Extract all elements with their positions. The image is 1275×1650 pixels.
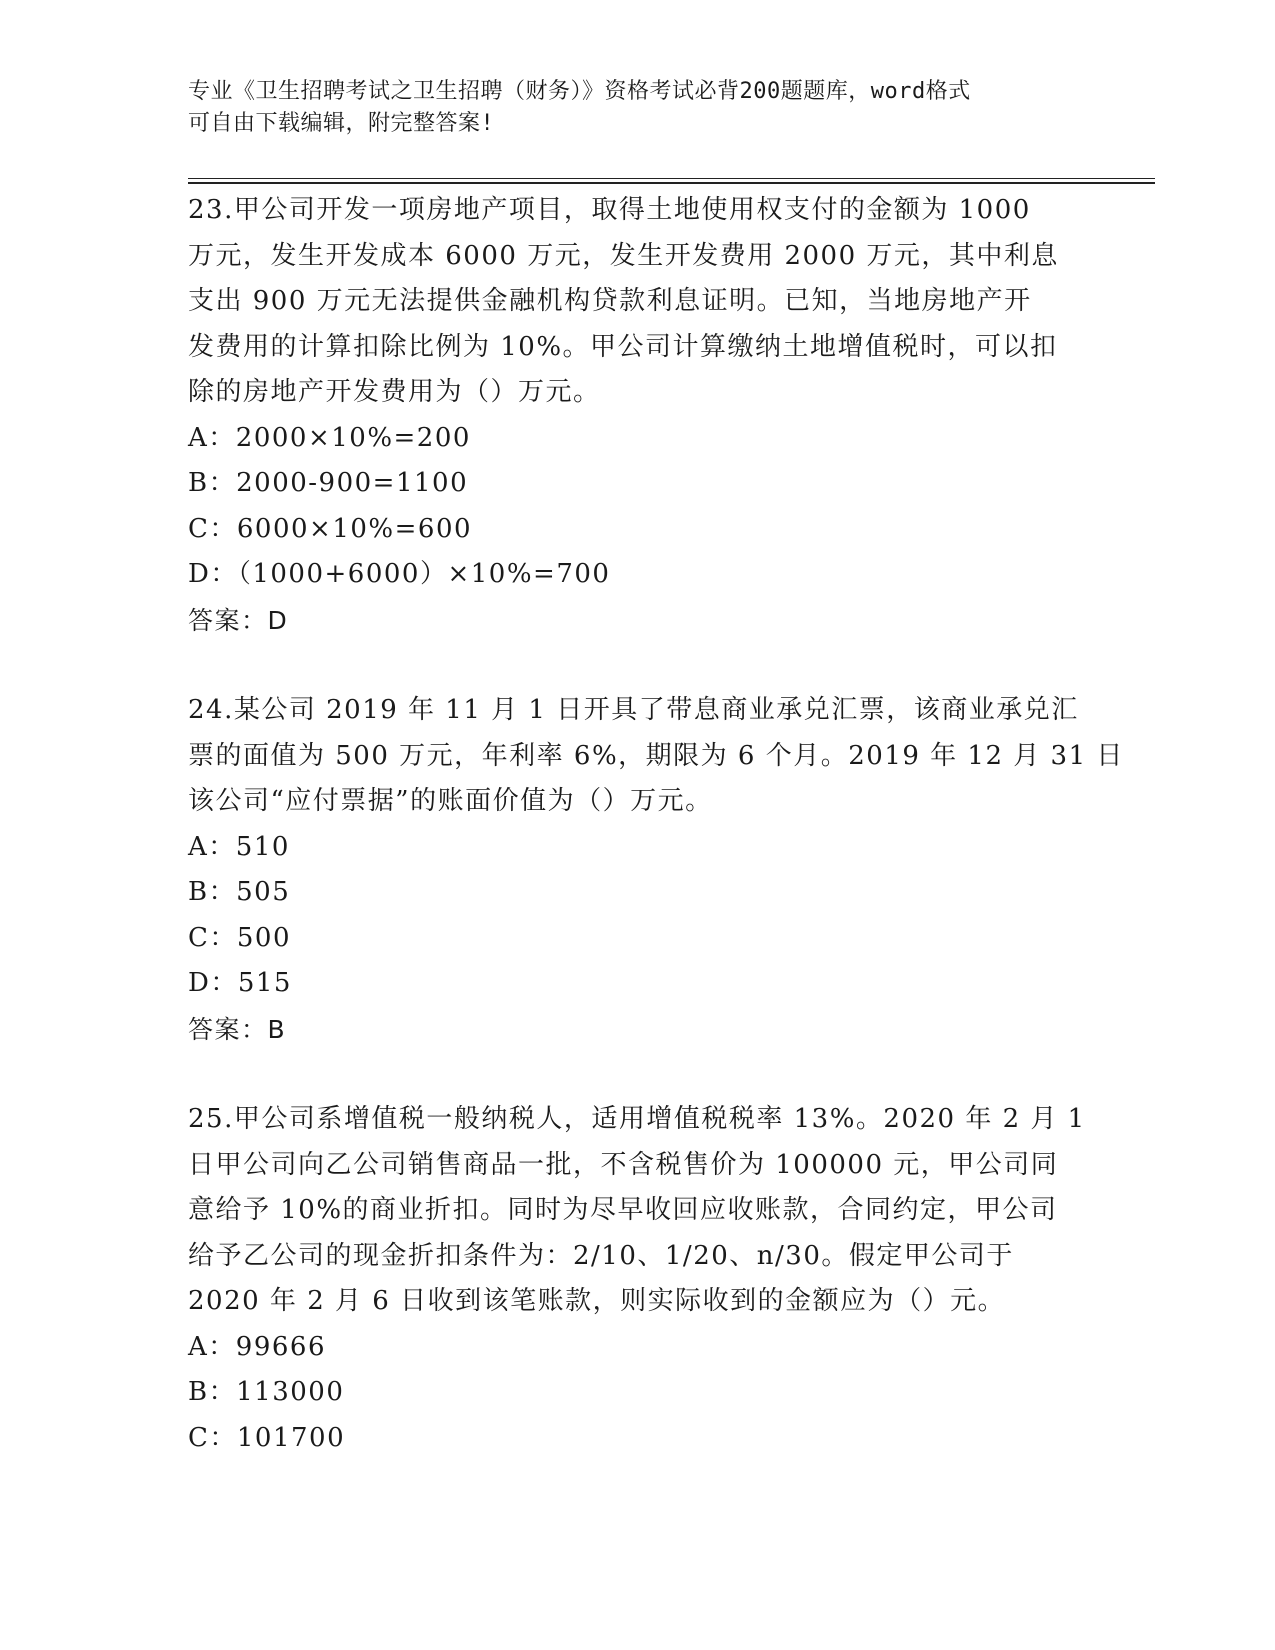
document-header	[188, 76, 1068, 140]
question-text-line: 支出 900 万元无法提供金融机构贷款利息证明。已知，当地房地产开	[188, 286, 1032, 316]
question-list	[188, 188, 1124, 1461]
option-a: A：510	[188, 831, 290, 862]
header-line-1: 专业《卫生招聘考试之卫生招聘（财务）》资格考试必背200题题库，word格式	[188, 79, 971, 104]
option-c: C：101700	[188, 1422, 346, 1453]
option-a: A：2000×10%=200	[188, 422, 471, 453]
option-c: C：500	[188, 922, 292, 953]
header-line-2: 可自由下载编辑，附完整答案!	[188, 111, 495, 136]
question-25	[188, 1097, 1088, 1461]
question-text-line: 发费用的计算扣除比例为 10%。甲公司计算缴纳土地增值税时，可以扣	[188, 331, 1058, 362]
question-text-line: 25.甲公司系增值税一般纳税人，适用增值税税率 13%。2020 年 2 月 1	[188, 1104, 1086, 1134]
answer-line: 答案：B	[188, 1014, 287, 1044]
header-divider-thin	[188, 178, 1155, 179]
option-d: D：515	[188, 968, 292, 998]
question-spacer	[188, 1052, 1088, 1097]
option-a: A：99666	[188, 1331, 326, 1362]
answer-line: 答案：D	[188, 605, 289, 635]
question-text-line: 24.某公司 2019 年 11 月 1 日开具了带息商业承兑汇票，该商业承兑汇	[188, 695, 1079, 725]
option-d: D：（1000+6000）×10%=700	[188, 559, 611, 589]
question-text-line: 除的房地产开发费用为（）万元。	[188, 377, 601, 407]
question-text-line: 万元，发生开发成本 6000 万元，发生开发费用 2000 万元，其中利息	[188, 240, 1059, 271]
question-24	[188, 688, 1124, 1052]
question-text-line: 日甲公司向乙公司销售商品一批，不含税售价为 100000 元，甲公司同	[188, 1149, 1059, 1180]
question-spacer	[188, 643, 1088, 688]
question-text-line: 票的面值为 500 万元，年利率 6%，期限为 6 个月。2019 年 12 月 31 日	[188, 740, 1124, 771]
option-b: B：505	[188, 877, 291, 907]
header-divider-thick	[188, 182, 1155, 184]
question-text-line: 意给予 10%的商业折扣。同时为尽早收回应收账款，合同约定，甲公司	[188, 1195, 1058, 1225]
option-b: B：2000-900=1100	[188, 468, 469, 498]
question-text-line: 给予乙公司的现金折扣条件为：2/10、1/20、n/30。假定甲公司于	[188, 1240, 1014, 1271]
question-text-line: 2020 年 2 月 6 日收到该笔账款，则实际收到的金额应为（）元。	[188, 1286, 1006, 1316]
option-b: B：113000	[188, 1377, 345, 1407]
question-23	[188, 188, 1088, 643]
question-text-line: 该公司“应付票据”的账面价值为（）万元。	[188, 786, 713, 816]
option-c: C：6000×10%=600	[188, 513, 473, 544]
question-text-line: 23.甲公司开发一项房地产项目，取得土地使用权支付的金额为 1000	[188, 195, 1031, 225]
